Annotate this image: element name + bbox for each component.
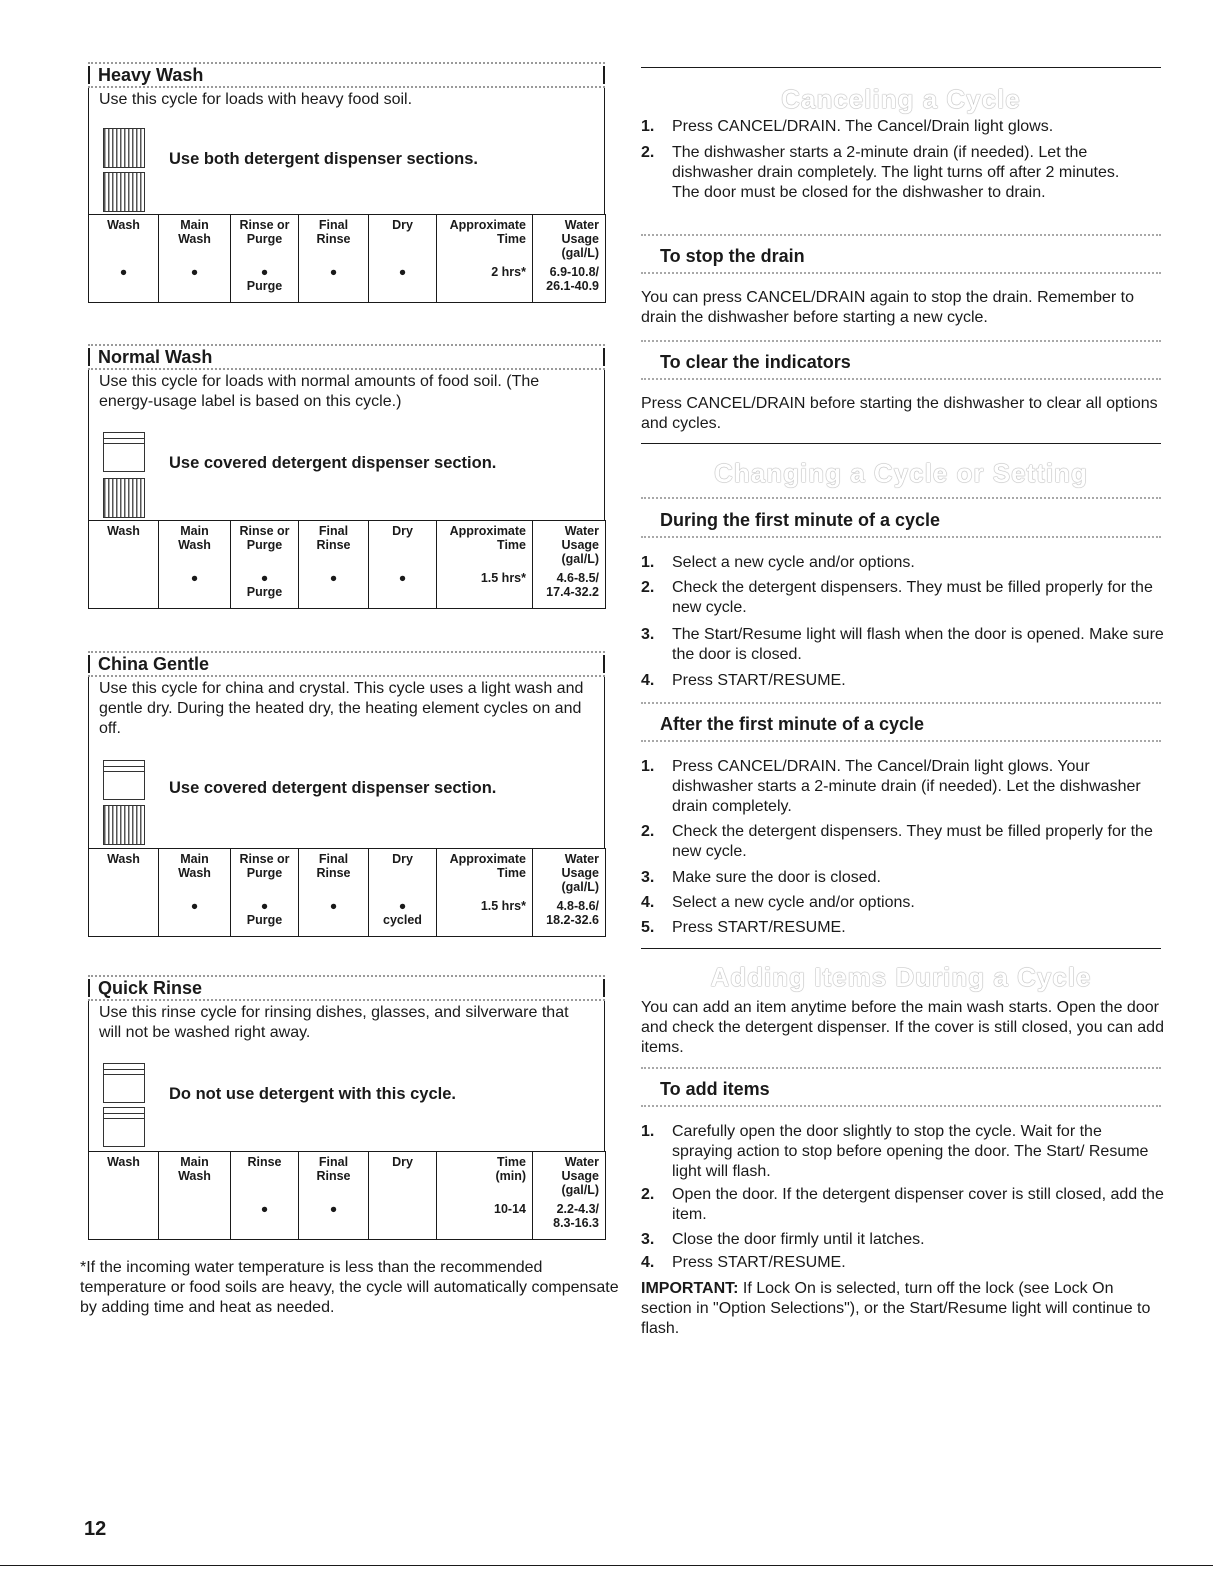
step-text: Press START/RESUME.	[672, 1254, 846, 1271]
quick-rinse-title-bar	[88, 975, 605, 1001]
during-step	[641, 625, 1166, 665]
heavy-wash-body	[88, 88, 605, 214]
step-text: Make sure the door is closed.	[672, 869, 881, 886]
china-gentle-body	[88, 677, 605, 848]
table-header-cell: Final Rinse	[299, 521, 369, 569]
table-cell: 10-14	[437, 1199, 533, 1239]
important-note	[641, 1279, 1166, 1339]
canceling-heading: Canceling a Cycle	[781, 84, 1021, 114]
table-cell: 2.2-4.3/ 8.3-16.3	[533, 1199, 606, 1239]
normal-wash-title: Normal Wash	[98, 347, 213, 367]
table-row	[89, 1199, 606, 1239]
table-header-cell: Main Wash	[159, 1152, 231, 1200]
table-cell: ●	[159, 896, 231, 936]
dotted-rule	[641, 702, 1161, 704]
table-cell	[89, 896, 159, 936]
after-step	[641, 893, 1166, 913]
table-header-cell: Main Wash	[159, 849, 231, 897]
table-cell: 1.5 hrs*	[437, 568, 533, 608]
table-cell: 2 hrs*	[437, 262, 533, 302]
table-header-row	[89, 215, 606, 263]
step-number: 3.	[641, 1231, 655, 1248]
dotted-rule	[641, 272, 1161, 274]
table-header-cell: Approximate Time	[437, 849, 533, 897]
table-cell: 1.5 hrs*	[437, 896, 533, 936]
table-header-cell: Wash	[89, 849, 159, 897]
dotted-rule	[641, 1105, 1161, 1107]
normal-wash-box	[88, 344, 605, 609]
dotted-rule	[641, 340, 1161, 342]
table-cell: ●	[299, 896, 369, 936]
table-header-cell: Dry	[369, 521, 437, 569]
table-row	[89, 568, 606, 608]
normal-wash-title-bar	[88, 344, 605, 370]
add-items-heading: To add items	[660, 1079, 770, 1099]
table-header-cell: Rinse or Purge	[231, 521, 299, 569]
heavy-wash-description: Use this cycle for loads with heavy food soil.	[99, 91, 413, 108]
step-text: Press CANCEL/DRAIN. The Cancel/Drain light glows.	[672, 118, 1054, 135]
clear-indicators-heading: To clear the indicators	[660, 352, 851, 372]
table-header-cell: Water Usage (gal/L)	[533, 849, 606, 897]
table-header-cell: Approximate Time	[437, 521, 533, 569]
table-header-cell: Rinse	[231, 1152, 299, 1200]
stop-drain-heading: To stop the drain	[660, 246, 805, 266]
step-text: The Start/Resume light will flash when the door is opened. Make sure the door is closed.	[672, 626, 1164, 663]
during-first-minute-heading: During the first minute of a cycle	[660, 510, 941, 530]
dotted-rule	[641, 497, 1161, 499]
normal-wash-description: Use this cycle for loads with normal amounts of food soil. (The energy-usage label is based on this cycle.)	[99, 373, 540, 410]
quick-rinse-table	[88, 1151, 606, 1240]
table-cell: ●	[231, 1199, 299, 1239]
step-text: Check the detergent dispensers. They must be filled properly for the new cycle.	[672, 579, 1153, 616]
after-step	[641, 868, 1166, 888]
quick-rinse-title: Quick Rinse	[98, 978, 203, 998]
table-header-cell: Main Wash	[159, 521, 231, 569]
after-step	[641, 757, 1166, 817]
after-first-minute-heading: After the first minute of a cycle	[660, 714, 925, 734]
table-cell: ●	[159, 262, 231, 302]
after-step	[641, 822, 1166, 862]
dispenser-open-icon	[103, 478, 145, 518]
table-cell: ●	[369, 568, 437, 608]
heavy-wash-box	[88, 62, 605, 303]
table-cell	[159, 1199, 231, 1239]
table-row	[89, 262, 606, 302]
step-number: 2.	[641, 823, 655, 840]
step-text: Select a new cycle and/or options.	[672, 894, 915, 911]
table-header-cell: Wash	[89, 215, 159, 263]
during-step	[641, 671, 1166, 691]
bottom-rule	[0, 1565, 1213, 1566]
table-header-cell: Dry	[369, 215, 437, 263]
china-gentle-title: China Gentle	[98, 654, 210, 674]
table-cell	[369, 1199, 437, 1239]
add-step	[641, 1230, 1166, 1250]
table-header-cell: Final Rinse	[299, 849, 369, 897]
heavy-wash-title: Heavy Wash	[98, 65, 204, 85]
china-gentle-instruction: Use covered detergent dispenser section.	[169, 779, 497, 797]
quick-rinse-box	[88, 975, 605, 1240]
step-text: Press START/RESUME.	[672, 672, 846, 689]
add-step	[641, 1122, 1166, 1182]
dispenser-open-icon	[103, 172, 145, 212]
add-step	[641, 1253, 1166, 1273]
table-cell: 4.6-8.5/ 17.4-32.2	[533, 568, 606, 608]
normal-wash-body	[88, 370, 605, 520]
step-number: 1.	[641, 1123, 655, 1140]
dotted-rule	[641, 378, 1161, 380]
china-gentle-title-bar	[88, 651, 605, 677]
table-row	[89, 896, 606, 936]
step-number: 3.	[641, 869, 655, 886]
quick-rinse-body	[88, 1001, 605, 1151]
table-cell: ●	[299, 568, 369, 608]
step-number: 2.	[641, 1186, 655, 1203]
section-rule	[641, 948, 1161, 949]
dispenser-covered-icon	[103, 432, 145, 472]
step-number: 2.	[641, 579, 655, 596]
table-cell: ●	[299, 262, 369, 302]
stop-drain-text: You can press CANCEL/DRAIN again to stop the drain. Remember to drain the dishwasher before starting a new cycle.	[641, 289, 1134, 326]
step-text: Press START/RESUME.	[672, 919, 846, 936]
step-number: 4.	[641, 1254, 655, 1271]
dotted-rule	[641, 536, 1161, 538]
adding-heading: Adding Items During a Cycle	[710, 962, 1092, 992]
section-rule	[641, 443, 1161, 444]
table-header-cell: Wash	[89, 1152, 159, 1200]
table-cell: 4.8-8.6/ 18.2-32.6	[533, 896, 606, 936]
step-number: 4.	[641, 672, 655, 689]
table-cell	[89, 1199, 159, 1239]
important-text: If Lock On is selected, turn off the lock (see Lock On section in "Option Selections"), or the Start/Resume light will continue to flash.	[641, 1280, 1151, 1337]
table-header-cell: Water Usage (gal/L)	[533, 1152, 606, 1200]
step-number: 2.	[641, 144, 655, 161]
dispenser-covered-icon	[103, 1107, 145, 1147]
table-header-cell: Rinse or Purge	[231, 849, 299, 897]
dispenser-covered-icon	[103, 760, 145, 800]
step-number: 1.	[641, 118, 655, 135]
table-header-cell: Final Rinse	[299, 215, 369, 263]
normal-wash-table	[88, 520, 606, 609]
table-header-row	[89, 1152, 606, 1200]
table-header-cell: Water Usage (gal/L)	[533, 521, 606, 569]
table-cell: ● Purge	[231, 568, 299, 608]
table-header-cell: Dry	[369, 1152, 437, 1200]
during-step	[641, 578, 1166, 618]
heavy-wash-table	[88, 214, 606, 303]
china-gentle-table	[88, 848, 606, 937]
table-header-cell: Main Wash	[159, 215, 231, 263]
step-text: Select a new cycle and/or options.	[672, 554, 915, 571]
step-text: Carefully open the door slightly to stop the cycle. Wait for the spraying action to stop before opening the door. The Start/ Resume light will flash.	[672, 1123, 1149, 1180]
quick-rinse-instruction: Do not use detergent with this cycle.	[169, 1085, 456, 1103]
table-header-cell: Water Usage (gal/L)	[533, 215, 606, 263]
table-header-cell: Wash	[89, 521, 159, 569]
step-number: 1.	[641, 758, 655, 775]
china-gentle-description: Use this cycle for china and crystal. This cycle uses a light wash and gentle dry. During the heated dry, the heating element cycles on and off.	[99, 680, 584, 737]
table-cell: 6.9-10.8/ 26.1-40.9	[533, 262, 606, 302]
step-text: Press CANCEL/DRAIN. The Cancel/Drain light glows. Your dishwasher starts a 2-minute drain (if needed). Let the dishwasher drain completely.	[672, 758, 1141, 815]
table-cell	[89, 568, 159, 608]
after-step	[641, 918, 1166, 938]
step-text: Open the door. If the detergent dispenser cover is still closed, add the item.	[672, 1186, 1164, 1223]
table-header-row	[89, 521, 606, 569]
section-rule	[641, 67, 1161, 68]
table-header-cell: Rinse or Purge	[231, 215, 299, 263]
step-text: Close the door firmly until it latches.	[672, 1231, 925, 1248]
during-step	[641, 553, 1166, 573]
dotted-rule	[641, 1067, 1161, 1069]
dispenser-open-icon	[103, 805, 145, 845]
add-step	[641, 1185, 1166, 1225]
table-cell: ● Purge	[231, 262, 299, 302]
table-cell: ●	[159, 568, 231, 608]
step-text: The dishwasher starts a 2-minute drain (if needed). Let the dishwasher drain completely. The light turns off after 2 minutes. The door must be closed for the dishwasher to drain.	[672, 144, 1120, 201]
canceling-step	[641, 117, 1166, 137]
clear-indicators-text: Press CANCEL/DRAIN before starting the dishwasher to clear all options and cycles.	[641, 395, 1158, 432]
dotted-rule	[641, 740, 1161, 742]
important-label: IMPORTANT:	[641, 1280, 739, 1297]
step-text: Check the detergent dispensers. They must be filled properly for the new cycle.	[672, 823, 1153, 860]
quick-rinse-description: Use this rinse cycle for rinsing dishes, glasses, and silverware that will not be washed right away.	[99, 1004, 569, 1041]
dotted-rule	[641, 234, 1161, 236]
table-header-cell: Approximate Time	[437, 215, 533, 263]
table-header-row	[89, 849, 606, 897]
dispenser-open-icon	[103, 128, 145, 168]
canceling-step	[641, 143, 1166, 203]
changing-heading: Changing a Cycle or Setting	[714, 458, 1088, 488]
dispenser-covered-icon	[103, 1063, 145, 1103]
step-number: 1.	[641, 554, 655, 571]
time-footnote: *If the incoming water temperature is less than the recommended temperature or food soils are heavy, the cycle will automatically compensate by adding time and heat as needed.	[80, 1259, 619, 1316]
table-header-cell: Time (min)	[437, 1152, 533, 1200]
table-cell: ●	[369, 262, 437, 302]
table-cell: ● cycled	[369, 896, 437, 936]
table-header-cell: Final Rinse	[299, 1152, 369, 1200]
step-number: 3.	[641, 626, 655, 643]
heavy-wash-instruction: Use both detergent dispenser sections.	[169, 150, 478, 168]
heavy-wash-title-bar	[88, 62, 605, 88]
page-number: 12	[84, 1518, 107, 1540]
adding-intro: You can add an item anytime before the main wash starts. Open the door and check the detergent dispenser. If the cover is still closed, you can add items.	[641, 999, 1164, 1056]
table-header-cell: Dry	[369, 849, 437, 897]
table-cell: ● Purge	[231, 896, 299, 936]
table-cell: ●	[299, 1199, 369, 1239]
table-cell: ●	[89, 262, 159, 302]
normal-wash-instruction: Use covered detergent dispenser section.	[169, 454, 497, 472]
step-number: 4.	[641, 894, 655, 911]
step-number: 5.	[641, 919, 655, 936]
china-gentle-box	[88, 651, 605, 937]
